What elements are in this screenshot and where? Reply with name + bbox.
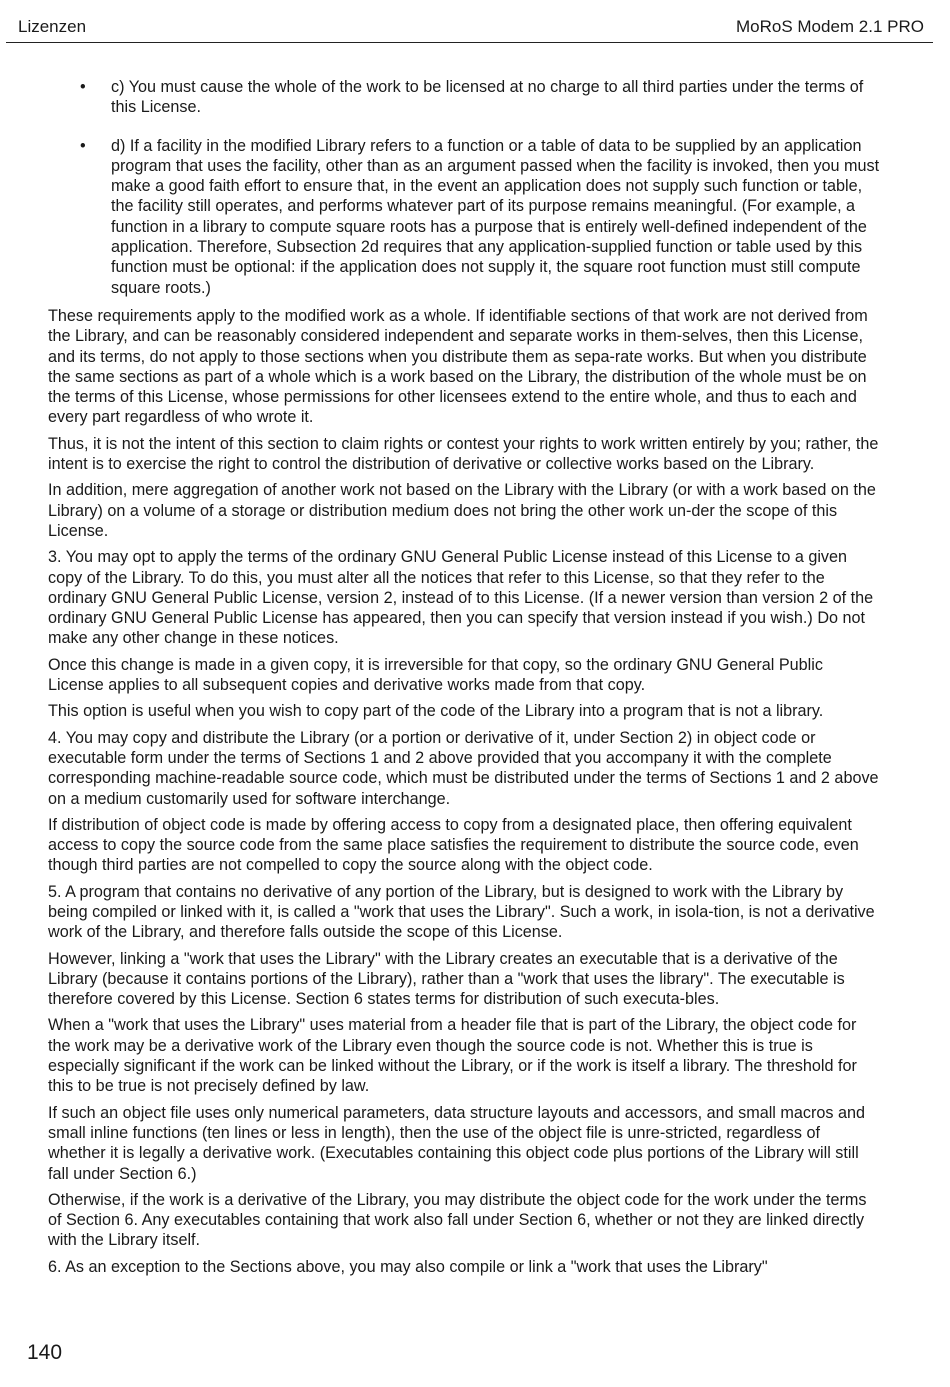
page-number: 140 xyxy=(27,1341,63,1364)
paragraph: These requirements apply to the modified work as a whole. If identifiable sections of that work are not derived from the Library, and can be reasonably considered independent and separate works in them-selves, then this License, and its terms, do not apply to those sections when you distribute them as sepa-rate works. But when you distribute the same sections as part of a whole which is a work based on the Library, the distribution of the whole must be on the terms of this License, whose permissions for other licensees extend to the entire whole, and thus to each and every part regardless of who wrote it. xyxy=(48,306,868,427)
bullet-text: d) If a facility in the modified Library refers to a function or a table of data to be supplied by an application program that uses the facility, other than as an argument passed when the facility is invoked, then you must make a good faith effort to ensure that, in the event an application does not supply such function or table, the facility still operates, and performs whatever part of its purpose remains meaningful. (For example, a function in a library to compute square roots has a purpose that is entirely well-defined independent of the application. Therefore, Subsection 2d requires that any application-supplied function or table used by this function must be optional: if the application does not supply it, the square root function must still compute square roots.) xyxy=(111,136,880,297)
bullet-item xyxy=(48,136,880,298)
paragraph: 6. As an exception to the Sections above, you may also compile or link a "work that uses the Library" xyxy=(48,1257,768,1276)
paragraph: When a "work that uses the Library" uses material from a header file that is part of the Library, the object code for the work may be a derivative work of the Library even though the source code is not. Whether this is true is especially significant if the work can be linked without the Library, or if the work is itself a library. The threshold for this to be true is not precisely defined by law. xyxy=(48,1016,857,1096)
paragraph: Once this change is made in a given copy, it is irreversible for that copy, so the ordinary GNU General Public License applies to all subsequent copies and derivative works made from that copy. xyxy=(48,655,823,695)
paragraph: 3. You may opt to apply the terms of the ordinary GNU General Public License instead of this License to a given copy of the Library. To do this, you must alter all the notices that refer to this License, so that they refer to the ordinary GNU General Public License, version 2, instead of to this License. (If a newer version than version 2 of the ordinary GNU General Public License has appeared, then you can specify that version instead if you wish.) Do not make any other change in these notices. xyxy=(48,548,874,648)
paragraph: However, linking a "work that uses the Library" with the Library creates an executable that is a derivative of the Library (because it contains portions of the Library), rather than a "work that uses the library". The executable is therefore covered by this License. Section 6 states terms for distribution of such executa-bles. xyxy=(48,949,845,1009)
bullet-glyph: • xyxy=(80,78,86,96)
paragraph: 5. A program that contains no derivative of any portion of the Library, but is designed to work with the Library by being compiled or linked with it, is called a "work that uses the Library". Such a work, in isola-tion, is not a derivative work of the Library, and therefore falls outside the scope of this License. xyxy=(48,882,875,942)
page-header xyxy=(6,12,933,43)
paragraph: This option is useful when you wish to copy part of the code of the Library into a program that is not a library. xyxy=(48,702,824,721)
bullet-glyph: • xyxy=(80,136,86,155)
paragraph: 4. You may copy and distribute the Library (or a portion or derivative of it, under Section 2) in object code or executable form under the terms of Sections 1 and 2 above provided that you accompany it with the complete corresponding machine-readable source code, which must be distributed under the terms of Sections 1 and 2 above on a medium customarily used for software interchange. xyxy=(48,728,879,808)
paragraph: Otherwise, if the work is a derivative of the Library, you may distribute the object code for the work under the terms of Section 6. Any executables containing that work also fall under Section 6, whether or not they are linked directly with the Library itself. xyxy=(48,1190,867,1250)
paragraph: If distribution of object code is made by offering access to copy from a designated place, then offering equivalent access to copy the source code from the same place satisfies the requirement to distribute the source code, even though third parties are not compelled to copy the source along with the object code. xyxy=(48,815,859,875)
header-section-title: Lizenzen xyxy=(18,17,87,36)
document-body xyxy=(48,77,880,1283)
paragraph: In addition, mere aggregation of another work not based on the Library with the Library (or with a work based on the Library) on a volume of a storage or distribution medium does not bring the other work un-der the scope of this License. xyxy=(48,481,876,540)
bullet-item xyxy=(48,77,880,118)
header-product-name: MoRoS Modem 2.1 PRO xyxy=(735,17,924,36)
paragraph: Thus, it is not the intent of this section to claim rights or contest your rights to work written entirely by you; rather, the intent is to exercise the right to control the distribution of derivative or collective works based on the Library. xyxy=(48,434,879,474)
paragraph: If such an object file uses only numerical parameters, data structure layouts and accessors, and small macros and small inline functions (ten lines or less in length), then the use of the object file is unre-stricted, regardless of whether it is legally a derivative work. (Executables containing this object code plus portions of the Library will still fall under Section 6.) xyxy=(48,1103,865,1183)
bullet-text: c) You must cause the whole of the work to be licensed at no charge to all third parties under the terms of this License. xyxy=(111,78,864,117)
